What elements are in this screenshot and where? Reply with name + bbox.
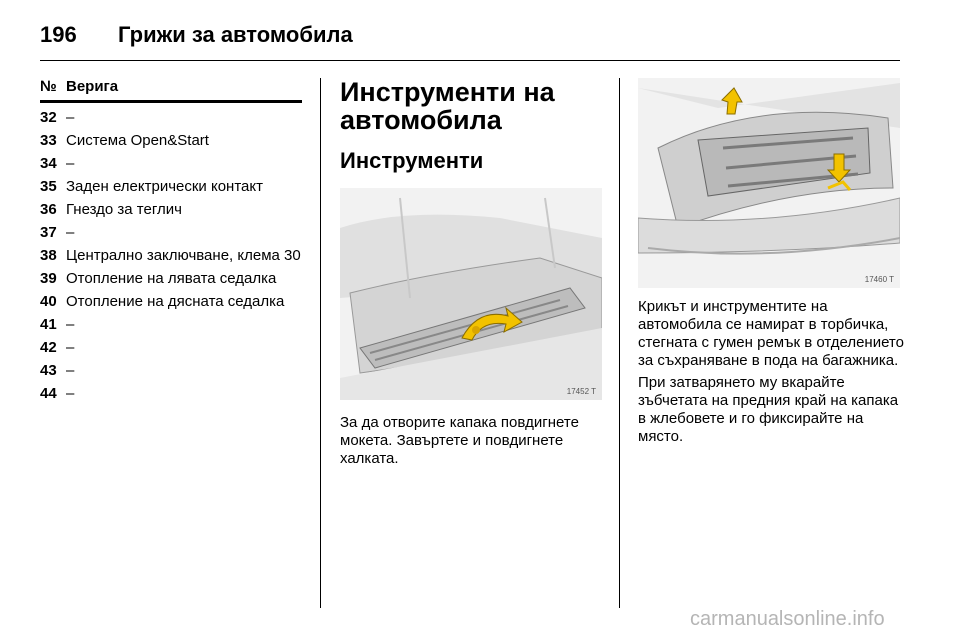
- fuse-table: [40, 78, 302, 402]
- fuse-number: 43: [40, 362, 57, 379]
- table-row: [40, 202, 302, 218]
- page-title: Грижи за автомобила: [118, 22, 353, 47]
- column-header-number: №: [40, 78, 57, 95]
- table-row: [40, 179, 302, 195]
- page-header: [40, 12, 900, 61]
- trunk-floor-illustration: [340, 188, 602, 400]
- fuse-number: 38: [40, 247, 57, 264]
- fuse-number: 40: [40, 293, 57, 310]
- paragraph: При затварянето му вкарайте зъбчетата на предния край на капака в жлебовете и го фиксирайте на място.: [638, 374, 899, 445]
- figure-code: 17460 T: [864, 275, 894, 284]
- column-header-circuit: Верига: [66, 78, 119, 95]
- table-row: [40, 225, 302, 241]
- circuit-name: Отопление на лявата седалка: [66, 270, 277, 287]
- page-number: 196: [40, 22, 77, 47]
- fuse-number: 42: [40, 339, 57, 356]
- circuit-name: Заден електрически контакт: [66, 178, 263, 195]
- circuit-name: Система Open&Start: [66, 132, 209, 149]
- table-header: [40, 78, 302, 103]
- figure-trunk-floor: [340, 188, 602, 400]
- fuse-number: 44: [40, 385, 57, 402]
- fuse-number: 36: [40, 201, 57, 218]
- table-body: [40, 110, 302, 402]
- circuit-name: –: [66, 385, 75, 402]
- table-row: [40, 110, 302, 126]
- table-row: [40, 248, 302, 264]
- figure-code: 17452 T: [566, 387, 596, 396]
- middle-column: [340, 78, 605, 468]
- fuse-number: 34: [40, 155, 57, 172]
- column-divider: [619, 78, 620, 608]
- section-heading: Инструменти на автомобила: [340, 77, 555, 135]
- circuit-name: –: [66, 316, 75, 333]
- table-row: [40, 317, 302, 333]
- figure-trunk-cover: [638, 78, 900, 288]
- fuse-number: 32: [40, 109, 57, 126]
- section-subheading: Инструменти: [340, 148, 484, 173]
- fuse-number: 41: [40, 316, 57, 333]
- circuit-name: Гнездо за теглич: [66, 201, 182, 218]
- table-row: [40, 271, 302, 287]
- circuit-name: –: [66, 155, 75, 172]
- column-divider: [320, 78, 321, 608]
- circuit-name: –: [66, 362, 75, 379]
- circuit-name: –: [66, 109, 75, 126]
- table-row: [40, 363, 302, 379]
- circuit-name: –: [66, 224, 75, 241]
- fuse-number: 37: [40, 224, 57, 241]
- table-row: [40, 340, 302, 356]
- circuit-name: Централно заключване, клема 30: [66, 247, 301, 264]
- table-row: [40, 156, 302, 172]
- circuit-name: Отопление на дясната седалка: [66, 293, 285, 310]
- fuse-number: 33: [40, 132, 57, 149]
- table-row: [40, 386, 302, 402]
- paragraph: Крикът и инструментите на автомобила се намират в торбичка, стегната с гумен ремък в отделението за съхраняване в пода на багажника.: [638, 298, 904, 369]
- trunk-cover-illustration: [638, 78, 900, 288]
- right-column: [638, 298, 908, 446]
- fuse-number: 39: [40, 270, 57, 287]
- table-row: [40, 133, 302, 149]
- instruction-text: За да отворите капака повдигнете мокета. Завъртете и повдигнете халката.: [340, 414, 579, 467]
- circuit-name: –: [66, 339, 75, 356]
- table-row: [40, 294, 302, 310]
- fuse-number: 35: [40, 178, 57, 195]
- watermark: carmanualsonline.info: [690, 608, 885, 630]
